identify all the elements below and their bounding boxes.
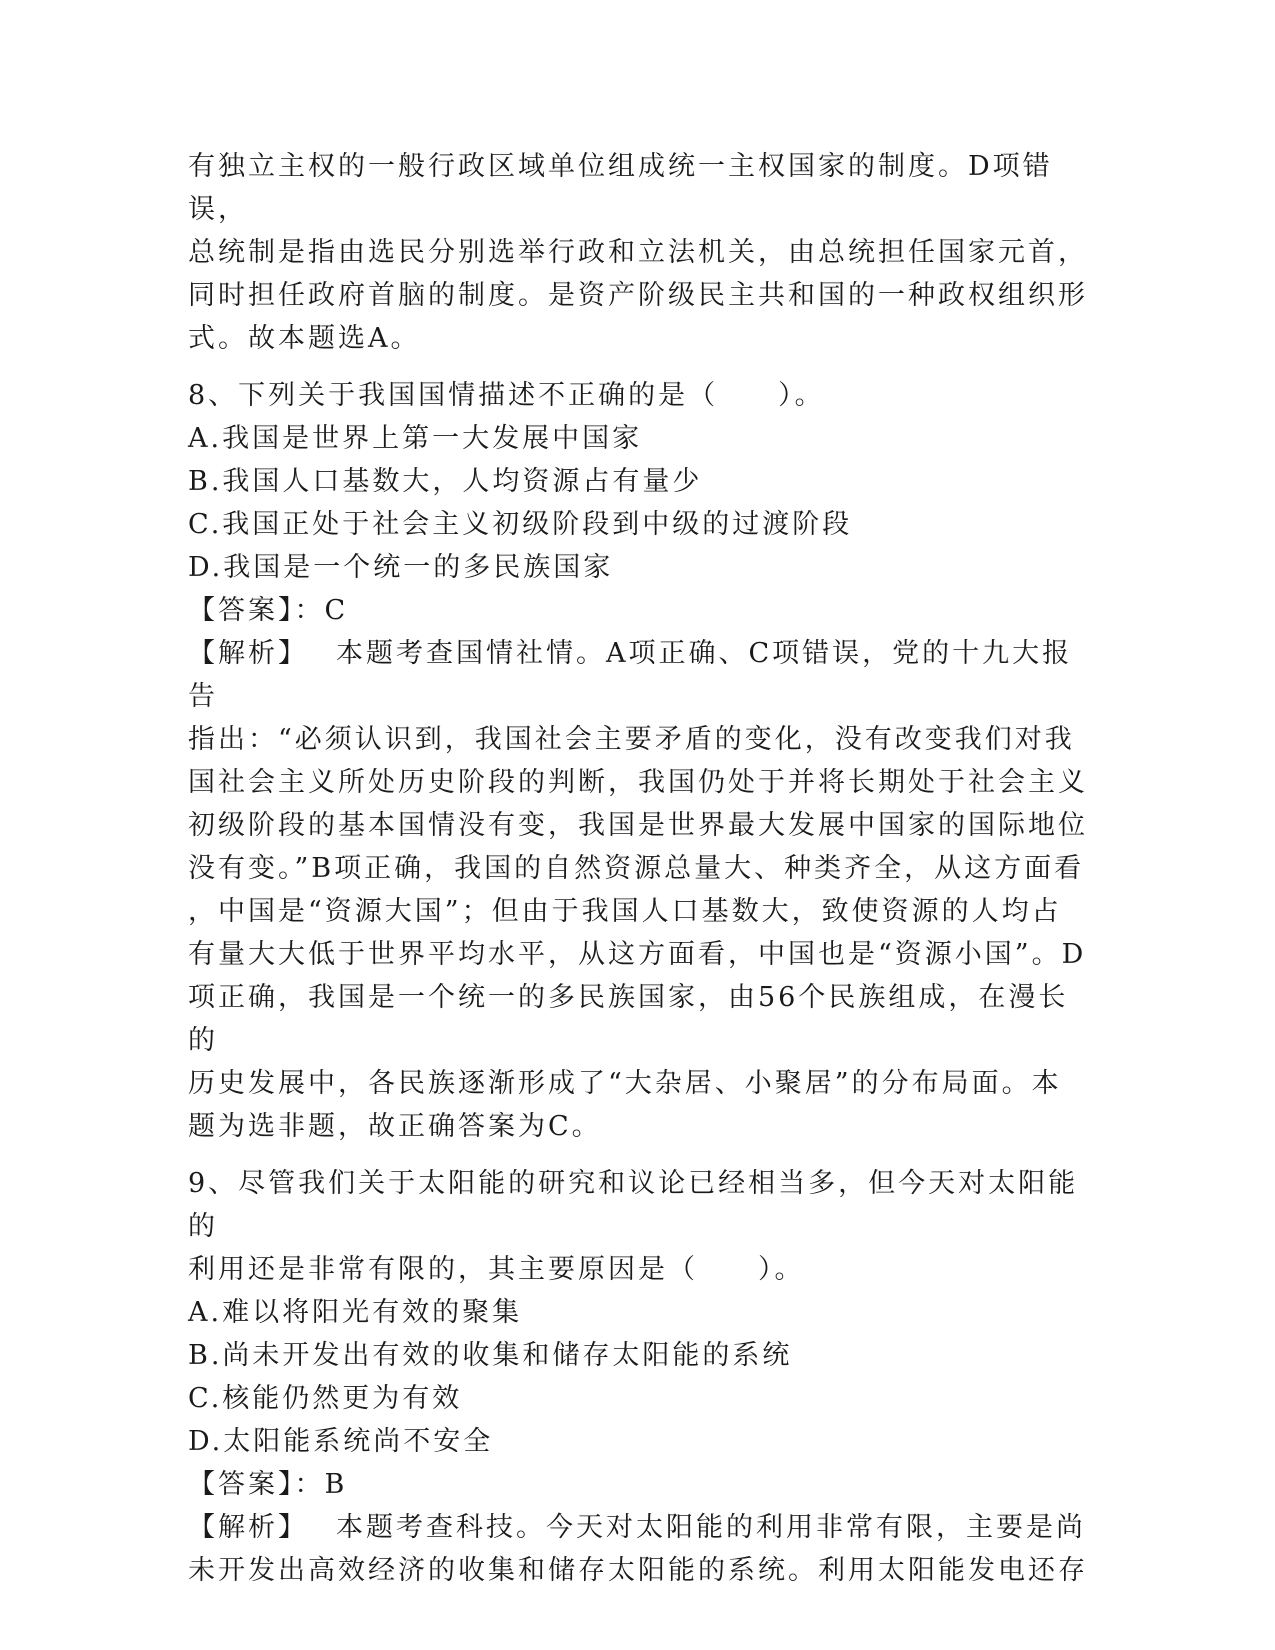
paragraph-gap xyxy=(188,360,1088,374)
analysis-line: 有量大大低于世界平均水平，从这方面看，中国也是“资源小国”。D xyxy=(188,939,1087,970)
question-8-option-a: A.我国是世界上第一大发展中国家 xyxy=(188,423,643,454)
analysis-line: 题为选非题，故正确答案为C。 xyxy=(188,1111,602,1142)
question-9-stem-line: 9、尽管我们关于太阳能的研究和议论已经相当多，但今天对太阳能的 xyxy=(188,1168,1079,1242)
question-8 xyxy=(188,374,1088,1148)
question-8-analysis xyxy=(188,632,1088,1148)
analysis-line: ，中国是“资源大国”；但由于我国人口基数大，致使资源的人均占 xyxy=(188,896,1062,927)
question-8-answer xyxy=(188,589,1088,632)
analysis-label: 【解析】 xyxy=(188,1512,308,1543)
analysis-line: 项正确，我国是一个统一的多民族国家，由56个民族组成，在漫长的 xyxy=(188,982,1069,1056)
question-8-stem: 8、下列关于我国国情描述不正确的是（ ）。 xyxy=(188,380,825,411)
question-9-option-d: D.太阳能系统尚不安全 xyxy=(188,1426,494,1457)
text-line: 式。故本题选A。 xyxy=(188,323,421,354)
question-9-stem-line: 利用还是非常有限的，其主要原因是（ ）。 xyxy=(188,1254,805,1285)
analysis-line: 没有变。”B项正确，我国的自然资源总量大、种类齐全，从这方面看 xyxy=(188,853,1085,884)
analysis-line xyxy=(188,632,1088,718)
analysis-line: 历史发展中，各民族逐渐形成了“大杂居、小聚居”的分布局面。本 xyxy=(188,1068,1062,1099)
text-line: 同时担任政府首脑的制度。是资产阶级民主共和国的一种政权组织形 xyxy=(188,280,1088,311)
paragraph-gap xyxy=(188,1148,1088,1162)
analysis-line: 未开发出高效经济的收集和储存太阳能的系统。利用太阳能发电还存 xyxy=(188,1555,1088,1586)
question-9-analysis xyxy=(188,1506,1088,1592)
answer-value: B xyxy=(324,1469,348,1500)
answer-label: 【答案】： xyxy=(188,595,325,626)
text-line: 有独立主权的一般行政区域单位组成统一主权国家的制度。D项错误， xyxy=(188,151,1053,225)
question-8-option-d: D.我国是一个统一的多民族国家 xyxy=(188,552,614,583)
analysis-line xyxy=(188,1506,1088,1549)
answer-value: C xyxy=(324,595,349,626)
analysis-text: 本题考查国情社情。A项正确、C项错误，党的十九大报告 xyxy=(188,638,1073,712)
question-9-option-a: A.难以将阳光有效的聚集 xyxy=(188,1297,523,1328)
analysis-line: 国社会主义所处历史阶段的判断，我国仍处于并将长期处于社会主义 xyxy=(188,767,1088,798)
analysis-text: 本题考查科技。今天对太阳能的利用非常有限，主要是尚 xyxy=(336,1512,1086,1543)
document-page xyxy=(188,145,1088,1592)
text-line: 总统制是指由选民分别选举行政和立法机关，由总统担任国家元首， xyxy=(188,237,1088,268)
question-9-answer xyxy=(188,1463,1088,1506)
question-9 xyxy=(188,1162,1088,1592)
question-9-option-c: C.核能仍然更为有效 xyxy=(188,1383,463,1414)
question-8-option-c: C.我国正处于社会主义初级阶段到中级的过渡阶段 xyxy=(188,509,853,540)
answer-label: 【答案】： xyxy=(188,1469,325,1500)
question-8-option-b: B.我国人口基数大，人均资源占有量少 xyxy=(188,466,703,497)
analysis-label: 【解析】 xyxy=(188,638,308,669)
question-9-option-b: B.尚未开发出有效的收集和储存太阳能的系统 xyxy=(188,1340,793,1371)
previous-analysis-continuation xyxy=(188,145,1088,360)
analysis-line: 指出：“必须认识到，我国社会主要矛盾的变化，没有改变我们对我 xyxy=(188,724,1075,755)
analysis-line: 初级阶段的基本国情没有变，我国是世界最大发展中国家的国际地位 xyxy=(188,810,1088,841)
